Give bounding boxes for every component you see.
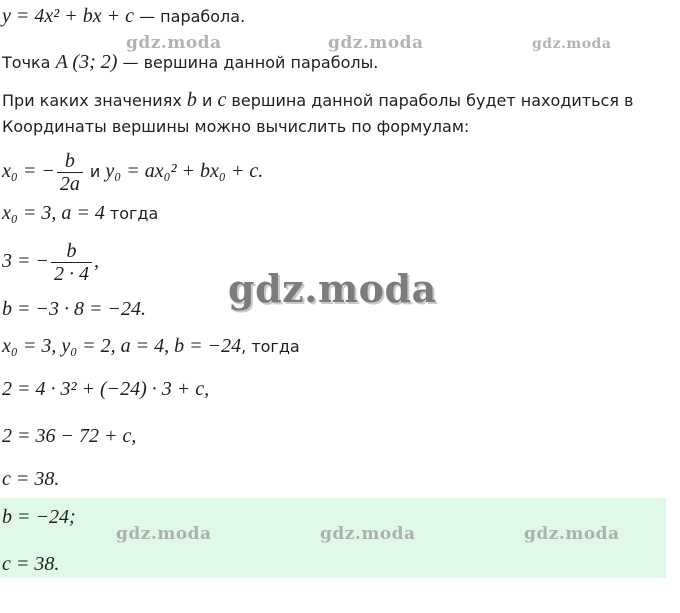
watermark: gdz.moda: [126, 33, 222, 53]
step-line-6: [2, 203, 158, 224]
watermark: gdz.moda: [116, 524, 212, 544]
math-3-eq: 3 = −: [2, 250, 49, 272]
text-parabola-label: — парабола.: [134, 7, 246, 26]
step-line-7: [2, 240, 99, 285]
math-all-values: x₀ = 3, y₀ = 2, a = 4, b = −24: [2, 335, 242, 357]
watermark-large: gdz.moda: [228, 266, 437, 311]
math-substitution: 2 = 4 · 3² + (−24) · 3 + c,: [2, 378, 210, 400]
watermark: gdz.moda: [532, 36, 612, 52]
watermark: gdz.moda: [320, 524, 416, 544]
text-question-end: вершина данной параболы будет находиться в: [226, 91, 634, 110]
math-simplify: 2 = 36 − 72 + c,: [2, 425, 137, 447]
fraction-denominator: 2 · 4: [54, 263, 89, 285]
text-then: , тогда: [241, 337, 300, 356]
text-and: и: [84, 162, 106, 181]
math-c-result: c = 38.: [2, 468, 60, 490]
math-b-result: b = −3 · 8 = −24.: [2, 298, 146, 320]
text-then: тогда: [104, 204, 159, 223]
math-comma: ,: [94, 250, 99, 272]
fraction-numerator: b: [64, 150, 75, 172]
math-b: b: [186, 89, 197, 111]
fraction-b-over-2x4: [51, 240, 92, 285]
problem-line-2: [2, 52, 378, 73]
fraction-denominator: 2a: [59, 173, 80, 195]
step-line-9: [2, 336, 300, 357]
text-question-start: При каких значениях: [2, 91, 187, 110]
text-vertex-desc: — вершина данной параболы.: [117, 53, 379, 72]
math-c: c: [217, 89, 227, 111]
problem-line-1: [2, 6, 245, 27]
answer-b: b = −24;: [2, 506, 76, 528]
math-x0-eq: x₀ = −: [2, 160, 55, 182]
math-parabola-equation: y = 4x² + bx + c: [2, 5, 134, 27]
text-point: Точка: [2, 53, 56, 72]
fraction-numerator: b: [66, 240, 77, 262]
math-y0-formula: y₀ = ax₀² + bx₀ + c.: [105, 160, 264, 182]
fraction-b-over-2a: [57, 150, 83, 195]
problem-line-3: [2, 90, 633, 111]
answer-c: c = 38.: [2, 553, 60, 575]
watermark: gdz.moda: [328, 33, 424, 53]
formula-vertex: [2, 150, 263, 195]
text-and: и: [196, 91, 218, 110]
text-formula-intro: Координаты вершины можно вычислить по формулам:: [2, 117, 470, 136]
math-given-values: x₀ = 3, a = 4: [2, 202, 105, 224]
math-point-a: A (3; 2): [55, 51, 118, 73]
watermark: gdz.moda: [524, 524, 620, 544]
